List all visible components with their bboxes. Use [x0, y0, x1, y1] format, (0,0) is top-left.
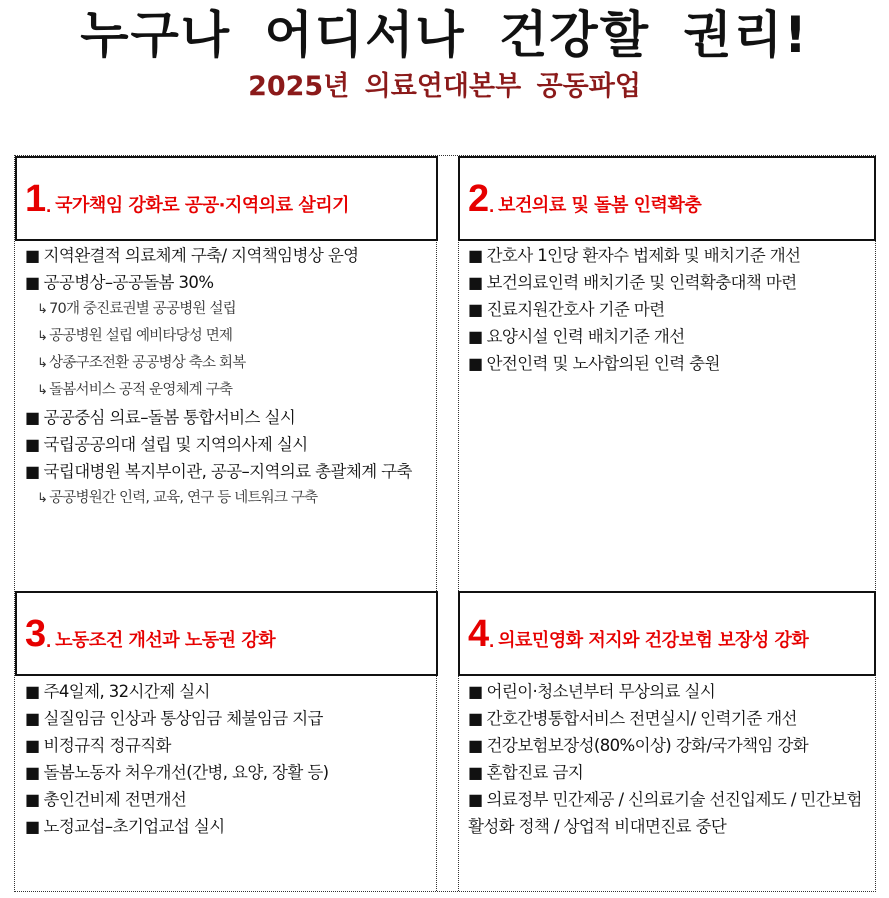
list-item-text: 건강보험보장성(80%이상) 강화/국가책임 강화 [486, 736, 809, 755]
list-item [468, 786, 873, 840]
list-item [25, 678, 430, 705]
list-item [468, 323, 873, 350]
sub-arrow-icon: ↳ [37, 491, 48, 506]
demands-grid [14, 155, 876, 892]
section-1-dot: . [46, 195, 52, 216]
list-item-text: 총인건비제 전면개선 [43, 790, 187, 809]
section-4-dot: . [489, 630, 495, 651]
sub-item [25, 296, 430, 323]
section-3-title: 노동조건 개선과 노동권 강화 [55, 629, 276, 651]
bullet-square-icon: ■ [468, 246, 483, 265]
bullet-square-icon: ■ [25, 763, 40, 782]
bullet-square-icon: ■ [25, 435, 40, 454]
list-item [25, 458, 430, 485]
list-item [25, 269, 430, 296]
bullet-square-icon: ■ [25, 682, 40, 701]
list-item-text: 안전인력 및 노사합의된 인력 충원 [486, 354, 720, 373]
list-item [25, 404, 430, 431]
sub-item [25, 485, 430, 512]
section-2-header [458, 156, 876, 241]
list-item-text: 진료지원간호사 기준 마련 [486, 300, 665, 319]
sub-item [25, 377, 430, 404]
list-item [25, 813, 430, 840]
list-item-text: 간호사 1인당 환자수 법제화 및 배치기준 개선 [486, 246, 801, 265]
list-item [468, 269, 873, 296]
list-item-text: 노정교섭–초기업교섭 실시 [43, 817, 225, 836]
bullet-square-icon: ■ [25, 790, 40, 809]
section-2-title: 보건의료 및 돌봄 인력확충 [498, 194, 702, 216]
column-divider [436, 156, 437, 891]
list-item-text: 국립대병원 복지부이관, 공공–지역의료 총괄체계 구축 [43, 462, 412, 481]
bullet-square-icon: ■ [25, 246, 40, 265]
list-item-text: 국립공공의대 설립 및 지역의사제 실시 [43, 435, 308, 454]
sub-item [25, 350, 430, 377]
list-item [25, 759, 430, 786]
column-divider [458, 156, 459, 891]
list-item-text: 요양시설 인력 배치기준 개선 [486, 327, 685, 346]
page-subtitle: 2025년 의료연대본부 공동파업 [248, 71, 641, 102]
list-item-text: 공공중심 의료–돌봄 통합서비스 실시 [43, 408, 296, 427]
list-item-text: 보건의료인력 배치기준 및 인력확충대책 마련 [486, 273, 797, 292]
bullet-square-icon: ■ [25, 709, 40, 728]
bullet-square-icon: ■ [25, 408, 40, 427]
list-item [25, 732, 430, 759]
sub-item-text: 공공병원간 인력, 교육, 연구 등 네트워크 구축 [49, 490, 318, 506]
bullet-square-icon: ■ [468, 790, 483, 809]
list-item [468, 678, 873, 705]
sub-arrow-icon: ↳ [37, 302, 48, 317]
list-item-text: 공공병상–공공돌봄 30% [43, 273, 214, 292]
section-3-dot: . [46, 630, 52, 651]
section-2-number: 2 [468, 177, 490, 220]
section-4-number: 4 [468, 612, 490, 655]
list-item [25, 786, 430, 813]
section-3-list [25, 678, 430, 840]
sub-item-text: 돌봄서비스 공적 운영체계 구축 [49, 382, 233, 398]
bullet-square-icon: ■ [25, 273, 40, 292]
list-item-text: 주4일제, 32시간제 실시 [43, 682, 210, 701]
list-item [25, 705, 430, 732]
section-4-header [458, 591, 876, 676]
section-2-list [468, 242, 873, 377]
section-3-header [15, 591, 438, 676]
bullet-square-icon: ■ [468, 327, 483, 346]
bullet-square-icon: ■ [468, 273, 483, 292]
sub-item-text: 공공병원 설립 예비타당성 면제 [49, 328, 233, 344]
bullet-square-icon: ■ [468, 682, 483, 701]
sub-item-text: 70개 중진료권별 공공병원 설립 [49, 301, 236, 317]
sub-arrow-icon: ↳ [37, 329, 48, 344]
list-item [25, 431, 430, 458]
bullet-square-icon: ■ [468, 354, 483, 373]
section-1-number: 1 [25, 177, 47, 220]
list-item [468, 296, 873, 323]
bullet-square-icon: ■ [468, 300, 483, 319]
list-item [468, 759, 873, 786]
section-2-dot: . [489, 195, 495, 216]
section-4-title: 의료민영화 저지와 건강보험 보장성 강화 [498, 629, 809, 651]
bullet-square-icon: ■ [468, 709, 483, 728]
list-item-text: 혼합진료 금지 [486, 763, 584, 782]
section-1-header [15, 156, 438, 241]
sub-item [25, 323, 430, 350]
bullet-square-icon: ■ [468, 763, 483, 782]
list-item [468, 732, 873, 759]
list-item-text: 어린이·청소년부터 무상의료 실시 [486, 682, 716, 701]
list-item [25, 242, 430, 269]
section-1-title: 국가책임 강화로 공공·지역의료 살리기 [55, 194, 350, 216]
list-item-text: 지역완결적 의료체계 구축/ 지역책임병상 운영 [43, 246, 359, 265]
list-item-text: 비정규직 정규직화 [43, 736, 171, 755]
bullet-square-icon: ■ [25, 736, 40, 755]
sub-item-text: 상종구조전환 공공병상 축소 회복 [49, 355, 246, 371]
sub-arrow-icon: ↳ [37, 356, 48, 371]
section-1-list [25, 242, 430, 512]
list-item-text: 간호간병통합서비스 전면실시/ 인력기준 개선 [486, 709, 797, 728]
sub-arrow-icon: ↳ [37, 383, 48, 398]
list-item-text: 돌봄노동자 처우개선(간병, 요양, 장활 등) [43, 763, 329, 782]
list-item-text: 실질임금 인상과 통상임금 체불임금 지급 [43, 709, 323, 728]
section-4-list [468, 678, 873, 840]
list-item [468, 350, 873, 377]
list-item [468, 242, 873, 269]
bullet-square-icon: ■ [25, 817, 40, 836]
bullet-square-icon: ■ [25, 462, 40, 481]
page-title: 누구나 어디서나 건강할 권리! [80, 6, 809, 64]
list-item [468, 705, 873, 732]
list-item-text: 의료정부 민간제공 / 신의료기술 선진입제도 / 민간보험 활성화 정책 / 상업적 비대면진료 중단 [468, 790, 862, 836]
bullet-square-icon: ■ [468, 736, 483, 755]
section-3-number: 3 [25, 612, 47, 655]
